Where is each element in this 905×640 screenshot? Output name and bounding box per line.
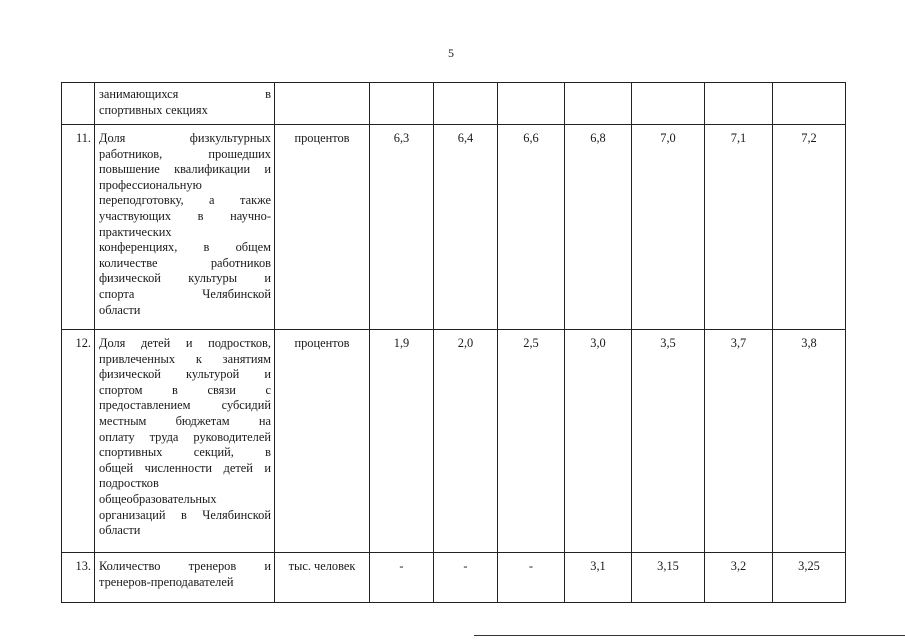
value-cell: 2,0 bbox=[434, 330, 498, 553]
unit-cell bbox=[275, 83, 370, 125]
value-cell: 3,7 bbox=[705, 330, 773, 553]
indicator-table bbox=[61, 82, 846, 603]
value-cell: 3,15 bbox=[632, 553, 705, 603]
table-row bbox=[62, 553, 846, 603]
indicator-name-line: общеобразовательных bbox=[99, 491, 217, 506]
value-cell bbox=[434, 83, 498, 125]
indicator-name-line: спортивных секций, в bbox=[99, 445, 271, 460]
value-cell: 6,6 bbox=[498, 125, 565, 330]
value-cell: 6,8 bbox=[565, 125, 632, 330]
indicator-name-line: общей численности детей и bbox=[99, 460, 271, 475]
value-cell: 6,4 bbox=[434, 125, 498, 330]
indicator-name-line: подростков bbox=[99, 476, 159, 491]
indicator-name-line: количестве работников bbox=[99, 255, 271, 270]
indicator-name bbox=[95, 553, 275, 603]
table-row bbox=[62, 330, 846, 553]
value-cell: 7,2 bbox=[773, 125, 846, 330]
indicator-name-line: Доля детей и подростков, bbox=[99, 336, 271, 350]
row-number: 13. bbox=[62, 553, 95, 603]
bottom-rule bbox=[474, 635, 905, 636]
value-cell: - bbox=[498, 553, 565, 603]
indicator-name-line: спортивных секциях bbox=[99, 102, 208, 117]
page-number: 5 bbox=[448, 46, 454, 60]
indicator-name-line: области bbox=[99, 523, 141, 538]
table-body bbox=[62, 83, 846, 603]
indicator-name-line: профессиональную bbox=[99, 177, 202, 192]
value-cell: 3,8 bbox=[773, 330, 846, 553]
row-number: 12. bbox=[62, 330, 95, 553]
indicator-name-line: участвующих в научно- bbox=[99, 208, 271, 223]
indicator-name-line: практических bbox=[99, 224, 172, 239]
value-cell bbox=[773, 83, 846, 125]
value-cell: - bbox=[434, 553, 498, 603]
value-cell: 7,0 bbox=[632, 125, 705, 330]
indicator-name bbox=[95, 83, 275, 125]
value-cell: 3,1 bbox=[565, 553, 632, 603]
indicator-name-line: повышение квалификации и bbox=[99, 162, 271, 177]
indicator-name-line: Доля физкультурных bbox=[99, 131, 271, 145]
value-cell: 7,1 bbox=[705, 125, 773, 330]
unit-cell: тыс. человек bbox=[275, 553, 370, 603]
indicator-name-line: местным бюджетам на bbox=[99, 413, 271, 428]
indicator-name-line: предоставлением субсидий bbox=[99, 398, 271, 413]
value-cell: 3,0 bbox=[565, 330, 632, 553]
value-cell bbox=[565, 83, 632, 125]
value-cell bbox=[498, 83, 565, 125]
indicator-name-line: работников, прошедших bbox=[99, 146, 271, 161]
indicator-name-line: конференциях, в общем bbox=[99, 240, 271, 255]
table-row bbox=[62, 125, 846, 330]
row-number: 11. bbox=[62, 125, 95, 330]
indicator-name-line: физической культурой и bbox=[99, 367, 271, 382]
value-cell bbox=[705, 83, 773, 125]
indicator-name-line: спорта Челябинской bbox=[99, 286, 271, 301]
row-number bbox=[62, 83, 95, 125]
indicator-name-line: переподготовку, а также bbox=[99, 193, 271, 208]
value-cell bbox=[370, 83, 434, 125]
indicator-name-line: занимающихся в bbox=[99, 87, 271, 101]
value-cell: 2,5 bbox=[498, 330, 565, 553]
indicator-name-line: спортом в связи с bbox=[99, 382, 271, 397]
value-cell: 3,5 bbox=[632, 330, 705, 553]
value-cell bbox=[632, 83, 705, 125]
indicator-name bbox=[95, 330, 275, 553]
indicator-name-line: привлеченных к занятиям bbox=[99, 351, 271, 366]
value-cell: 1,9 bbox=[370, 330, 434, 553]
value-cell: 3,25 bbox=[773, 553, 846, 603]
unit-cell: процентов bbox=[275, 330, 370, 553]
value-cell: 3,2 bbox=[705, 553, 773, 603]
indicator-name-line: Количество тренеров и bbox=[99, 559, 271, 573]
indicator-name-line: оплату труда руководителей bbox=[99, 429, 271, 444]
unit-cell: процентов bbox=[275, 125, 370, 330]
value-cell: 6,3 bbox=[370, 125, 434, 330]
indicator-name-line: тренеров-преподавателей bbox=[99, 574, 234, 589]
indicator-name bbox=[95, 125, 275, 330]
value-cell: - bbox=[370, 553, 434, 603]
indicator-name-line: области bbox=[99, 302, 141, 317]
table-row bbox=[62, 83, 846, 125]
indicator-name-line: организаций в Челябинской bbox=[99, 507, 271, 522]
indicator-name-line: физической культуры и bbox=[99, 271, 271, 286]
